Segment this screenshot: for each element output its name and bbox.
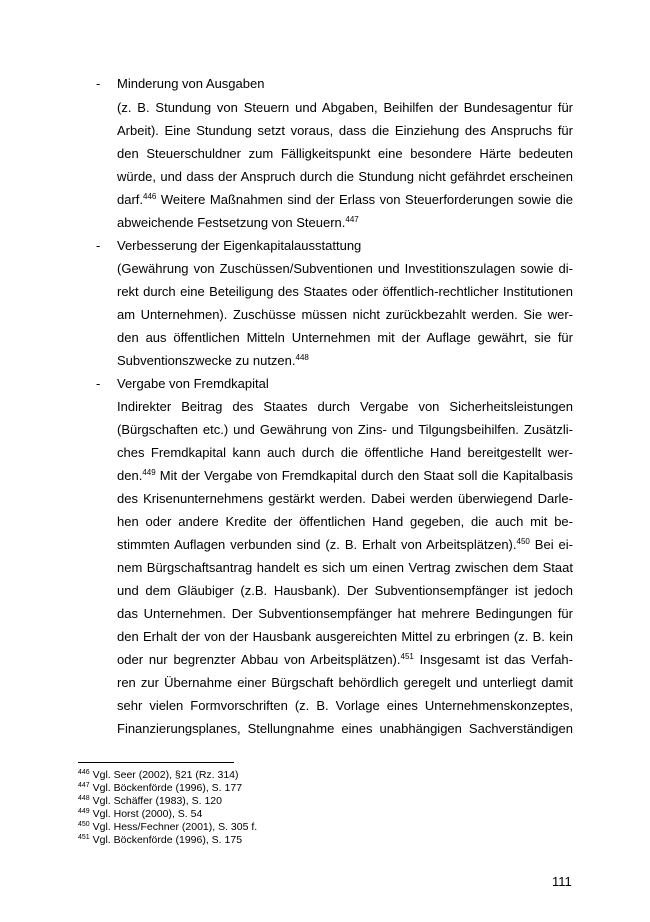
text-line: und dem Gläubiger (z.B. Hausbank). Der Subventionsempfänger ist jedoch — [117, 583, 573, 598]
text-line: das Unternehmen. Der Subventionsempfänger hat mehrere Bedingungen für — [117, 606, 573, 621]
footnote-ref: 446 — [143, 192, 157, 201]
text-line — [117, 652, 573, 667]
text-line: ren zur Übernahme einer Bürgschaft behördlich geregelt und unterliegt damit — [117, 675, 573, 690]
text-line — [117, 192, 573, 207]
footnote-ref: 447 — [345, 215, 359, 224]
page-number: 111 — [552, 874, 572, 889]
text-line: rekt durch eine Beteiligung des Staates oder öffentlich-rechtlicher Institutionen — [117, 284, 573, 299]
bullet-heading-2 — [96, 238, 361, 253]
bullet-dash: - — [96, 376, 101, 391]
text-line: am Unternehmen). Zuschüsse müssen nicht zurückbezahlt werden. Sie wer- — [117, 307, 573, 322]
text-segment: Bei ei- — [529, 537, 574, 552]
text-line: den Steuerschuldner zum Fälligkeitspunkt eine besondere Härte bedeuten — [117, 146, 573, 161]
footnote-number: 446 — [78, 769, 90, 776]
footnote-number: 449 — [78, 808, 90, 815]
text-line — [117, 537, 573, 552]
text-segment: Insgesamt ist das Verfah- — [413, 652, 573, 667]
heading-text: Vergabe von Fremdkapital — [117, 376, 269, 391]
bullet-heading-3 — [96, 376, 269, 391]
text-line: den Erhalt der von der Hausbank ausgereichten Mittel zu erbringen (z. B. kein — [117, 629, 573, 644]
footnote-number: 451 — [78, 834, 90, 841]
bullet-dash: - — [96, 238, 101, 253]
text-segment: stimmten Auflagen verbunden sind (z. B. Erhalt von Arbeitsplätzen). — [117, 537, 517, 552]
text-segment: darf. — [117, 192, 144, 207]
text-line: Finanzierungsplanes, Stellungnahme eines unabhängigen Sachverständigen — [117, 721, 573, 736]
text-line: (z. B. Stundung von Steuern und Abgaben, Beihilfen der Bundesagentur für — [117, 100, 573, 115]
footnote — [78, 834, 242, 846]
text-line: Indirekter Beitrag des Staates durch Vergabe von Sicherheitsleistungen — [117, 399, 573, 414]
text-segment: Mit der Vergabe von Fremdkapital durch den Staat soll die Kapitalbasis — [155, 468, 573, 483]
footnote-text: Vgl. Seer (2002), §21 (Rz. 314) — [89, 769, 239, 781]
text-line — [117, 215, 573, 230]
footnote — [78, 769, 239, 781]
bullet-heading-1 — [96, 76, 264, 91]
footnote-ref: 451 — [400, 652, 414, 661]
footnote-text: Vgl. Schäffer (1983), S. 120 — [89, 795, 222, 807]
text-line: würde, und dass der Anspruch durch die Stundung nicht gefährdet erscheinen — [117, 169, 573, 184]
text-line: (Bürgschaften etc.) und Gewährung von Zins- und Tilgungsbeihilfen. Zusätzli- — [117, 422, 573, 437]
text-segment: Weitere Maßnahmen sind der Erlass von Steuerforderungen sowie die — [156, 192, 573, 207]
footnote — [78, 808, 202, 820]
text-line: (Gewährung von Zuschüssen/Subventionen und Investitionszulagen sowie di- — [117, 261, 573, 276]
heading-text: Minderung von Ausgaben — [117, 76, 265, 91]
footnote-ref: 448 — [295, 353, 309, 362]
text-segment: oder nur begrenzter Abbau von Arbeitsplätzen). — [117, 652, 401, 667]
text-segment: den. — [117, 468, 143, 483]
footnote — [78, 821, 257, 833]
footnote-text: Vgl. Hess/Fechner (2001), S. 305 f. — [89, 821, 258, 833]
text-line: hen oder andere Kredite der öffentlichen Hand gegeben, die auch mit be- — [117, 514, 573, 529]
footnote-separator — [78, 762, 234, 763]
text-line: nem Bürgschaftsantrag handelt es sich um einen Vertrag zwischen dem Staat — [117, 560, 573, 575]
text-line — [117, 353, 573, 368]
footnote-number: 448 — [78, 795, 90, 802]
text-segment: Subventionszwecke zu nutzen. — [117, 353, 296, 368]
text-line: des Krisenunternehmens gestärkt werden. Dabei werden überwiegend Darle- — [117, 491, 573, 506]
footnote — [78, 782, 242, 794]
footnote-number: 450 — [78, 821, 90, 828]
text-line: Arbeit). Eine Stundung setzt voraus, dass die Einziehung des Anspruchs für — [117, 123, 573, 138]
text-line: ches Fremdkapital kann auch durch die öffentliche Hand bereitgestellt wer- — [117, 445, 573, 460]
footnote-ref: 450 — [516, 537, 530, 546]
text-segment: abweichende Festsetzung von Steuern. — [117, 215, 346, 230]
text-line — [117, 468, 573, 483]
heading-text: Verbesserung der Eigenkapitalausstattung — [117, 238, 362, 253]
footnote-text: Vgl. Böckenförde (1996), S. 175 — [89, 834, 243, 846]
footnote-text: Vgl. Horst (2000), S. 54 — [89, 808, 203, 820]
text-line: den aus öffentlichen Mitteln Unternehmen mit der Auflage gewährt, sie für — [117, 330, 573, 345]
footnote — [78, 795, 222, 807]
footnote-text: Vgl. Böckenförde (1996), S. 177 — [89, 782, 243, 794]
bullet-dash: - — [96, 76, 101, 91]
footnote-ref: 449 — [142, 468, 156, 477]
footnote-number: 447 — [78, 782, 90, 789]
text-line: sehr vielen Formvorschriften (z. B. Vorlage eines Unternehmenskonzeptes, — [117, 698, 573, 713]
